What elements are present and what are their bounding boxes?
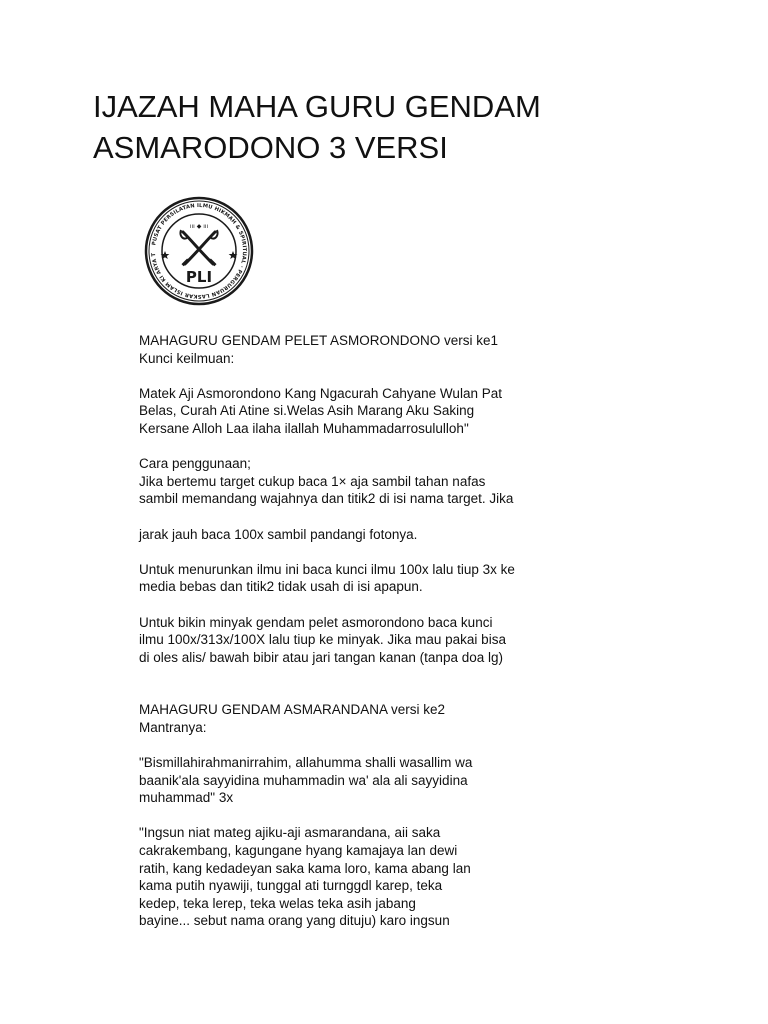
section1-mantra-line: Matek Aji Asmorondono Kang Ngacurah Cahyane Wulan Pat [139,385,502,401]
section1-heading: MAHAGURU GENDAM PELET ASMORONDONO versi ke1 [139,333,499,348]
title-line-2: ASMARODONO 3 VERSI [93,130,448,165]
title-line-1: IJAZAH MAHA GURU GENDAM [93,89,541,124]
transfer-line: media bebas dan titik2 tidak usah di isi apapun. [139,579,423,595]
section1-mantra-line: Kersane Alloh Laa ilaha ilallah Muhammadarrosululloh" [139,420,469,436]
prayer-line: baanik'ala sayyidina muhammadin wa' ala ali sayyidina [139,772,468,788]
prayer-line: muhammad" 3x [139,790,234,806]
svg-text:PLI: PLI [185,268,213,286]
oil-line: Untuk bikin minyak gendam pelet asmorondono baca kunci [139,614,493,630]
transfer-line: Untuk menurunkan ilmu ini baca kunci ilmu 100x lalu tiup 3x ke [139,561,515,577]
usage-label: Cara penggunaan; [139,456,251,472]
oil-line: di oles alis/ bawah bibir atau jari tangan kanan (tanpa doa lg) [139,649,503,665]
section2-mantra-line: kama putih nyawiji, tunggal ati turnggdl karep, teka [139,878,443,894]
section2-heading: MAHAGURU GENDAM ASMARANDANA versi ke2 [139,702,446,718]
usage-line: Jika bertemu target cukup baca 1× aja sambil tahan nafas [139,473,486,489]
oil-line: ilmu 100x/313x/100X lalu tiup ke minyak. Jika mau pakai bisa [139,632,506,648]
svg-text:ııı ◆ ııı: ııı ◆ ııı [189,223,209,230]
section2-subheading: Mantranya: [139,719,207,735]
svg-text:PUSAT PERSILATAN ILMU HIKMAH &: PUSAT PERSILATAN ILMU HIKMAH & SPIRITUAL · PERGURUAN LASKAR ISLAM KI ARYA T [151,202,248,300]
section2-mantra-line: kedep, teka lerep, teka welas teka asih jabang [139,895,416,911]
prayer-line: "Bismillahirahmanirrahim, allahumma shalli wasallim wa [139,755,473,771]
distance-line: jarak jauh baca 100x sambil pandangi fotonya. [139,526,418,542]
section2-mantra-line: cakrakembang, kagungane hyang kamajaya lan dewi [139,843,458,859]
section1-subheading: Kunci keilmuan: [139,350,235,366]
section2-mantra-line: bayine... sebut nama orang yang dituju) karo ingsun [139,913,450,929]
usage-line: sambil memandang wajahnya dan titik2 di isi nama target. Jika [139,491,514,507]
document-body [139,332,559,930]
document-title [93,86,713,168]
section2-mantra-line: ratih, kang kedadeyan saka kama loro, kama abang lan [139,860,471,876]
section2-mantra-line: "Ingsun niat mateg ajiku-aji asmarandana, aii saka [139,825,441,841]
pli-seal-logo [143,196,255,306]
section1-mantra-line: Belas, Curah Ati Atine si.Welas Asih Marang Aku Saking [139,403,475,419]
